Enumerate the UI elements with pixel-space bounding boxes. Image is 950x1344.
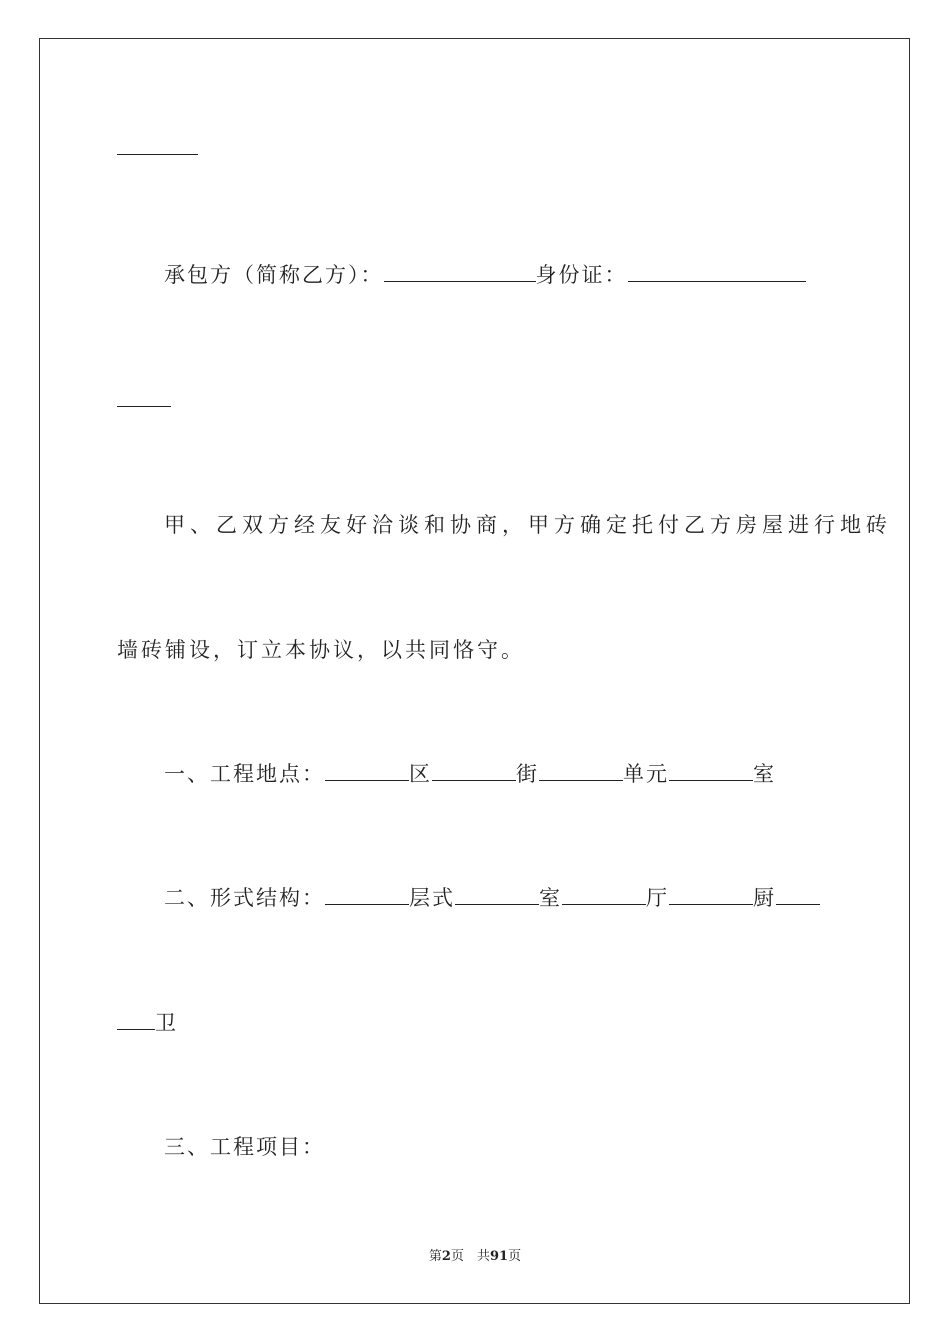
street-blank[interactable] bbox=[432, 760, 516, 781]
unit-text: 单元 bbox=[623, 762, 669, 786]
bath-blank[interactable] bbox=[776, 884, 820, 905]
contractor-label: 承包方（简称乙方）： bbox=[164, 263, 384, 287]
district-text: 区 bbox=[409, 762, 432, 786]
contractor-name-blank[interactable] bbox=[384, 261, 536, 282]
intro-line-1: 甲、乙双方经友好洽谈和协商，甲方确定托付乙方房屋进行地砖 bbox=[164, 513, 892, 537]
kitchen-text: 厨 bbox=[753, 886, 776, 910]
page-footer bbox=[0, 1248, 950, 1266]
unit-blank[interactable] bbox=[539, 760, 623, 781]
page-border bbox=[39, 38, 910, 1304]
location-label: 一、工程地点： bbox=[164, 762, 325, 786]
id-number-blank[interactable] bbox=[628, 261, 806, 282]
floor-text: 层式 bbox=[409, 886, 455, 910]
kitchen-blank[interactable] bbox=[669, 884, 753, 905]
footer-prefix: 第 bbox=[428, 1249, 442, 1264]
room-blank[interactable] bbox=[669, 760, 753, 781]
street-text: 街 bbox=[516, 762, 539, 786]
footer-total-pages: 91 bbox=[489, 1249, 509, 1264]
fill-blank[interactable] bbox=[117, 134, 198, 155]
bath-blank-cont[interactable] bbox=[117, 1009, 155, 1030]
blank-line-top bbox=[117, 134, 198, 162]
project-line: 三、工程项目： bbox=[164, 1135, 325, 1159]
footer-suffix: 页 bbox=[508, 1249, 522, 1264]
structure-label: 二、形式结构： bbox=[164, 886, 325, 910]
location-line bbox=[164, 760, 776, 788]
structure-line-cont bbox=[117, 1009, 178, 1037]
room-count-blank[interactable] bbox=[455, 884, 539, 905]
floor-blank[interactable] bbox=[325, 884, 409, 905]
id-label: 身份证： bbox=[535, 263, 628, 287]
bath-text: 卫 bbox=[155, 1011, 178, 1035]
hall-text: 厅 bbox=[646, 886, 669, 910]
district-blank[interactable] bbox=[325, 760, 409, 781]
id-number-blank-cont[interactable] bbox=[117, 386, 171, 407]
footer-page-number: 2 bbox=[441, 1249, 451, 1264]
room-count-text: 室 bbox=[539, 886, 562, 910]
footer-mid: 页 共 bbox=[450, 1249, 490, 1264]
contractor-line bbox=[164, 261, 806, 289]
contractor-line-cont bbox=[117, 386, 171, 414]
structure-line bbox=[164, 884, 820, 912]
intro-line-2: 墙砖铺设，订立本协议，以共同恪守。 bbox=[117, 638, 525, 662]
hall-blank[interactable] bbox=[562, 884, 646, 905]
room-text: 室 bbox=[753, 762, 776, 786]
